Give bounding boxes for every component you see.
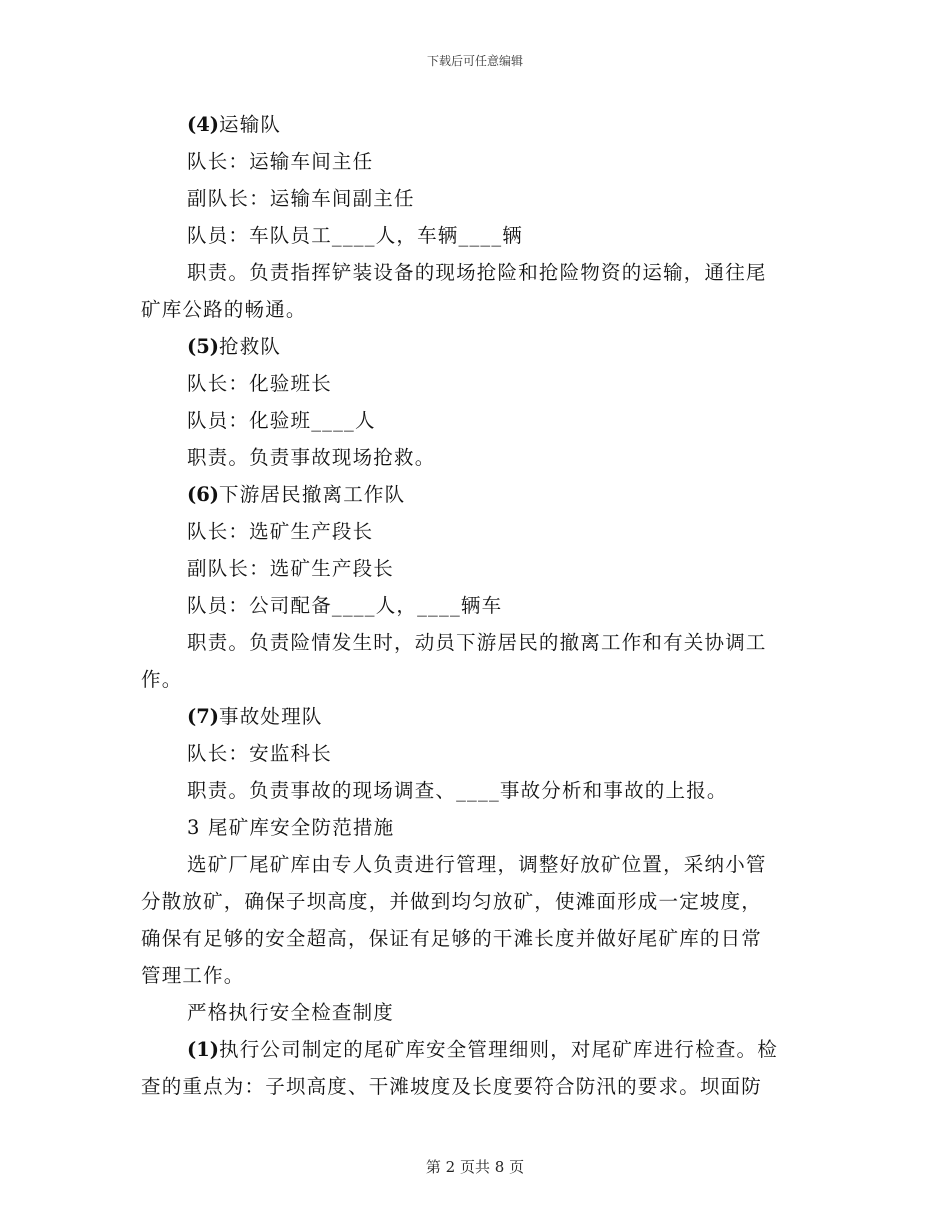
item-number: (5) xyxy=(187,335,220,358)
line-text: 队长：运输车间主任 xyxy=(187,150,374,173)
text-line xyxy=(141,180,811,217)
line-text: 严格执行安全检查制度 xyxy=(187,1001,395,1024)
line-text: 分散放矿，确保子坝高度，并做到均匀放矿，使滩面形成一定坡度， xyxy=(141,890,763,913)
line-text: 3 尾矿库安全防范措施 xyxy=(187,816,395,839)
text-line xyxy=(141,957,811,994)
line-text: 运输队 xyxy=(219,113,282,136)
line-text: 查的重点为：子坝高度、干滩坡度及长度要符合防汛的要求。坝面防 xyxy=(141,1075,763,1098)
line-text: 队长：化验班长 xyxy=(187,372,332,395)
text-line xyxy=(141,1031,811,1068)
text-line xyxy=(141,439,811,476)
item-number: (6) xyxy=(187,483,220,506)
text-line xyxy=(141,476,811,513)
text-line xyxy=(141,254,811,291)
text-line xyxy=(141,883,811,920)
text-line xyxy=(141,587,811,624)
item-number: (4) xyxy=(187,113,220,136)
line-text: 职责。负责险情发生时，动员下游居民的撤离工作和有关协调工 xyxy=(187,631,767,654)
text-line xyxy=(141,994,811,1031)
line-text: 选矿厂尾矿库由专人负责进行管理，调整好放矿位置，采纳小管 xyxy=(187,853,767,876)
text-line xyxy=(141,698,811,735)
line-text: 事故处理队 xyxy=(219,705,323,728)
line-text: 职责。负责指挥铲装设备的现场抢险和抢险物资的运输，通往尾 xyxy=(187,261,767,284)
header-note: 下载后可任意编辑 xyxy=(426,54,523,68)
line-text: 执行公司制定的尾矿库安全管理细则，对尾矿库进行检查。检 xyxy=(219,1038,778,1061)
text-line xyxy=(141,772,811,809)
document-body xyxy=(141,106,811,1105)
line-text: 职责。负责事故的现场调查、____事故分析和事故的上报。 xyxy=(187,779,728,802)
line-text: 抢救队 xyxy=(219,335,282,358)
line-text: 职责。负责事故现场抢救。 xyxy=(187,446,436,469)
text-line xyxy=(141,550,811,587)
line-text: 作。 xyxy=(141,668,183,691)
text-line xyxy=(141,920,811,957)
page-number: 第 2 页共 8 页 xyxy=(425,1158,525,1176)
text-line xyxy=(141,1068,811,1105)
line-text: 队员：公司配备____人，____辆车 xyxy=(187,594,503,617)
text-line xyxy=(141,328,811,365)
text-line xyxy=(141,846,811,883)
line-text: 队员：车队员工____人，车辆____辆 xyxy=(187,224,524,247)
item-number: (1) xyxy=(187,1038,220,1061)
text-line xyxy=(141,106,811,143)
line-text: 队长：安监科长 xyxy=(187,742,332,765)
line-text: 副队长：运输车间副主任 xyxy=(187,187,415,210)
line-text: 确保有足够的安全超高，保证有足够的干滩长度并做好尾矿库的日常 xyxy=(141,927,763,950)
text-line xyxy=(141,217,811,254)
line-text: 队长：选矿生产段长 xyxy=(187,520,374,543)
line-text: 管理工作。 xyxy=(141,964,245,987)
text-line xyxy=(141,624,811,661)
line-text: 副队长：选矿生产段长 xyxy=(187,557,395,580)
text-line xyxy=(141,735,811,772)
text-line xyxy=(141,402,811,439)
line-text: 队员：化验班____人 xyxy=(187,409,376,432)
text-line xyxy=(141,513,811,550)
line-text: 矿库公路的畅通。 xyxy=(141,298,307,321)
item-number: (7) xyxy=(187,705,220,728)
text-line xyxy=(141,661,811,698)
line-text: 下游居民撤离工作队 xyxy=(219,483,406,506)
text-line xyxy=(141,809,811,846)
text-line xyxy=(141,365,811,402)
text-line xyxy=(141,143,811,180)
text-line xyxy=(141,291,811,328)
